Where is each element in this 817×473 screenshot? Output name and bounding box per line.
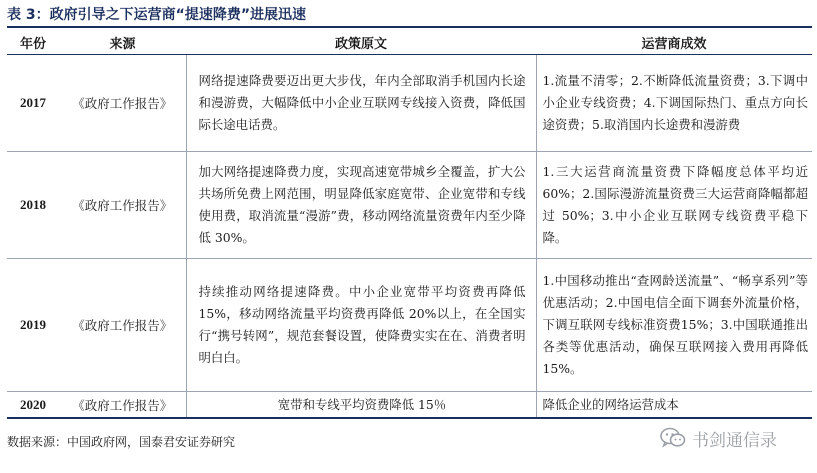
header-source: 来源 [59, 30, 186, 55]
policy-cell: 宽带和专线平均资费降低 15％ [186, 392, 536, 419]
result-text: 1.流量不清零；2.不断降低流量资费；3.下调中小企业专线资费；4.下调国际热门、重点方向长途资费；5.取消国内长途费和漫游费 [542, 73, 808, 132]
table-row [7, 152, 812, 259]
year-cell: 2017 [7, 55, 59, 152]
year-cell: 2019 [7, 259, 59, 392]
result-cell: 降低企业的网络运营成本 [536, 392, 812, 419]
policy-text: 加大网络提速降费力度，实现高速宽带城乡全覆盖，扩大公共场所免费上网范围，明显降低家庭宽带、企业宽带和专线使用费，取消流量“漫游”费，移动网络流量资费年内至少降低 30%。 [198, 164, 526, 245]
data-source-note: 数据来源：中国政府网，国泰君安证券研究 [7, 435, 236, 449]
source-cell: 《政府工作报告》 [59, 259, 186, 392]
year-cell: 2020 [7, 392, 59, 419]
source-cell: 《政府工作报告》 [59, 55, 186, 152]
policy-text: 持续推动网络提速降费。中小企业宽带平均资费再降低 15%，移动网络流量平均资费再降低 20%以上，在全国实行“携号转网”，规范套餐设置，使降费实实在在、消费者明明白白。 [198, 284, 526, 365]
table-row [7, 392, 812, 419]
header-policy: 政策原文 [186, 30, 536, 55]
source-cell: 《政府工作报告》 [59, 392, 186, 419]
policy-cell [186, 259, 536, 392]
header-result: 运营商成效 [536, 30, 812, 55]
result-cell [536, 152, 812, 259]
table-row [7, 259, 812, 392]
policy-cell [186, 152, 536, 259]
policy-cell [186, 55, 536, 152]
result-cell [536, 55, 812, 152]
year-cell: 2018 [7, 152, 59, 259]
brand-name: 书剑通信录 [692, 430, 777, 451]
result-cell [536, 259, 812, 392]
wechat-icon [660, 427, 686, 449]
table-caption: 表 3：政府引导之下运营商“提速降费”进展迅速 [7, 4, 812, 28]
policy-text: 网络提速降费要迈出更大步伐，年内全部取消手机国内长途和漫游费，大幅降低中小企业互联网专线接入资费，降低国际长途电话费。 [198, 73, 526, 132]
table-header-row [7, 30, 812, 55]
header-year: 年份 [7, 30, 59, 55]
result-text: 1.三大运营商流量资费下降幅度总体平均近 60%；2.国际漫游流量资费三大运营商降幅都超过 50%；3.中小企业互联网专线资费平稳下降。 [542, 164, 808, 245]
source-cell: 《政府工作报告》 [59, 152, 186, 259]
brand-watermark [660, 424, 777, 452]
policy-table [7, 30, 812, 419]
table-row [7, 55, 812, 152]
result-text: 1.中国移动推出“查网龄送流量”、“畅享系列”等优惠活动；2.中国电信全面下调套外流量价格，下调互联网专线标准资费15%；3.中国联通推出各类等优惠活动，确保互联网接入费用再降低 15%。 [542, 273, 808, 376]
